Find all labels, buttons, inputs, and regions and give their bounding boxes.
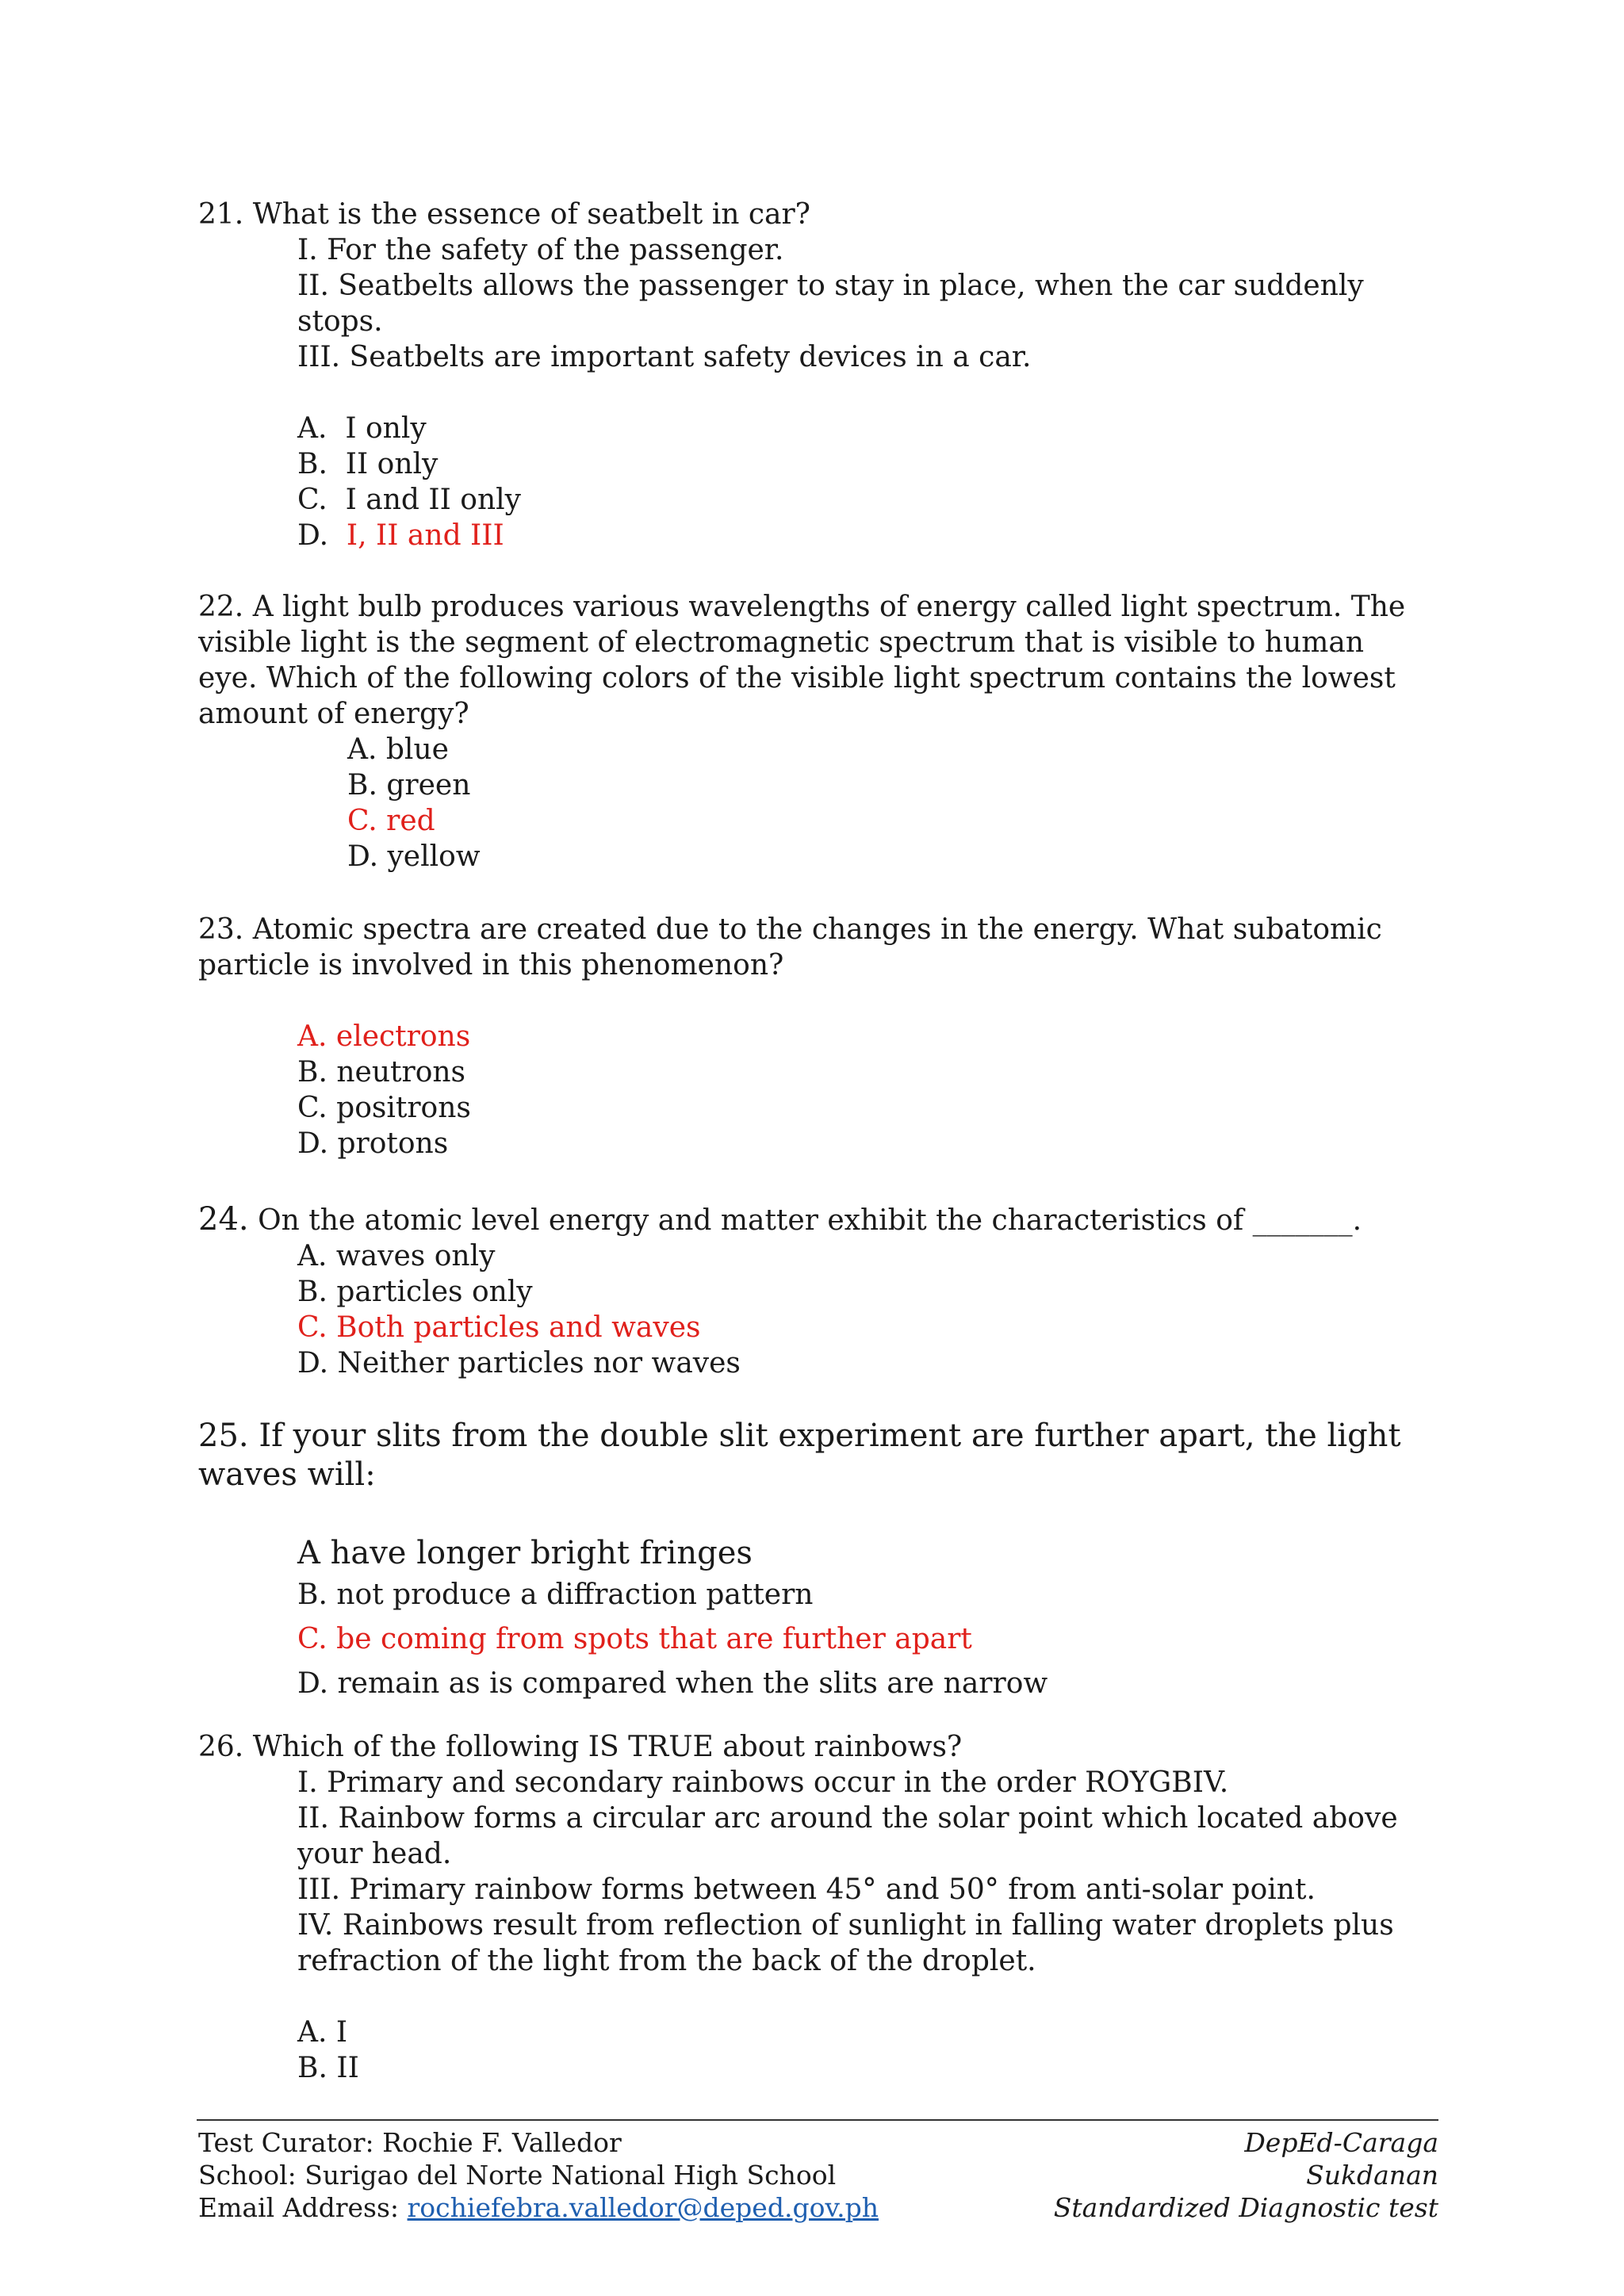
question-stem: 22. A light bulb produces various wavelengths of energy called light spectrum. The — [198, 591, 1406, 623]
statement: I. For the safety of the passenger. — [297, 234, 784, 266]
program-text: Sukdanan — [1306, 2160, 1438, 2191]
test-name-text: Standardized Diagnostic test — [1053, 2192, 1438, 2223]
question-stem-line: particle is involved in this phenomenon? — [198, 949, 784, 982]
choice: A. I only — [297, 412, 427, 445]
question-stem-line: visible light is the segment of electromagnetic spectrum that is visible to human — [198, 626, 1365, 659]
question-stem-line: eye. Which of the following colors of the visible light spectrum contains the lowest — [198, 662, 1396, 695]
statement: III. Seatbelts are important safety devices in a car. — [297, 341, 1032, 373]
question-22 — [198, 589, 1435, 874]
email-line: Email Address: rochiefebra.valledor@deped.gov.ph — [198, 2192, 879, 2223]
question-stem-line: amount of energy? — [198, 698, 469, 730]
footer-divider — [197, 2119, 1438, 2121]
choice: B. particles only — [297, 1276, 533, 1308]
correct-answer: C. red — [347, 805, 435, 837]
org-text: DepEd-Caraga — [1244, 2127, 1438, 2158]
choice-answer: D. I, II and III — [297, 519, 504, 552]
choice: A. waves only — [297, 1240, 496, 1272]
statement: your head. — [297, 1838, 452, 1870]
statement: refraction of the light from the back of the droplet. — [297, 1945, 1036, 1977]
choice: B. II only — [297, 448, 439, 480]
question-stem: 24. On the atomic level energy and matter exhibit the characteristics of _______. — [198, 1201, 1362, 1238]
choice: A. blue — [347, 733, 449, 766]
choice: D. yellow — [347, 840, 481, 873]
question-stem: 25. If your slits from the double slit experiment are further apart, the light — [198, 1418, 1401, 1454]
question-26 — [198, 1729, 1435, 2086]
question-stem: 21. What is the essence of seatbelt in car? — [198, 198, 810, 231]
statement: I. Primary and secondary rainbows occur in the order ROYGBIV. — [297, 1766, 1229, 1799]
statement: II. Seatbelts allows the passenger to stay in place, when the car suddenly — [297, 270, 1364, 302]
school-text: School: Surigao del Norte National High School — [198, 2160, 837, 2191]
choice: A have longer bright fringes — [297, 1535, 753, 1571]
choice: D. remain as is compared when the slits are narrow — [297, 1667, 1048, 1700]
correct-answer: A. electrons — [297, 1020, 471, 1053]
choice: B. neutrons — [297, 1056, 466, 1089]
choice: B. II — [297, 2052, 359, 2084]
choice: C. I and II only — [297, 484, 521, 516]
correct-answer: I, II and III — [346, 519, 504, 552]
email-link[interactable]: rochiefebra.valledor@deped.gov.ph — [407, 2192, 879, 2223]
curator-text: Test Curator: Rochie F. Valledor — [198, 2127, 622, 2158]
statement: II. Rainbow forms a circular arc around the solar point which located above — [297, 1802, 1398, 1835]
choice: D. Neither particles nor waves — [297, 1347, 741, 1380]
choice: B. not produce a diffraction pattern — [297, 1578, 814, 1611]
footer-program — [1054, 2126, 1438, 2224]
question-stem: 26. Which of the following IS TRUE about rainbows? — [198, 1731, 963, 1763]
statement: III. Primary rainbow forms between 45° and 50° from anti-solar point. — [297, 1873, 1316, 1906]
choice: A. I — [297, 2016, 348, 2049]
choice: D. protons — [297, 1127, 449, 1160]
correct-answer: C. be coming from spots that are further apart — [297, 1623, 972, 1655]
statement: IV. Rainbows result from reflection of sunlight in falling water droplets plus — [297, 1909, 1394, 1942]
question-stem: 23. Atomic spectra are created due to the changes in the energy. What subatomic — [198, 913, 1382, 946]
question-25 — [198, 1417, 1435, 1706]
question-24 — [198, 1202, 1435, 1381]
choice: C. positrons — [297, 1092, 471, 1124]
statement: stops. — [297, 305, 383, 338]
question-23 — [198, 912, 1435, 1161]
question-stem-line: waves will: — [198, 1456, 376, 1493]
question-21 — [198, 197, 1435, 553]
choice: B. green — [347, 769, 471, 802]
footer-credits — [198, 2126, 879, 2224]
correct-answer: C. Both particles and waves — [297, 1311, 701, 1344]
